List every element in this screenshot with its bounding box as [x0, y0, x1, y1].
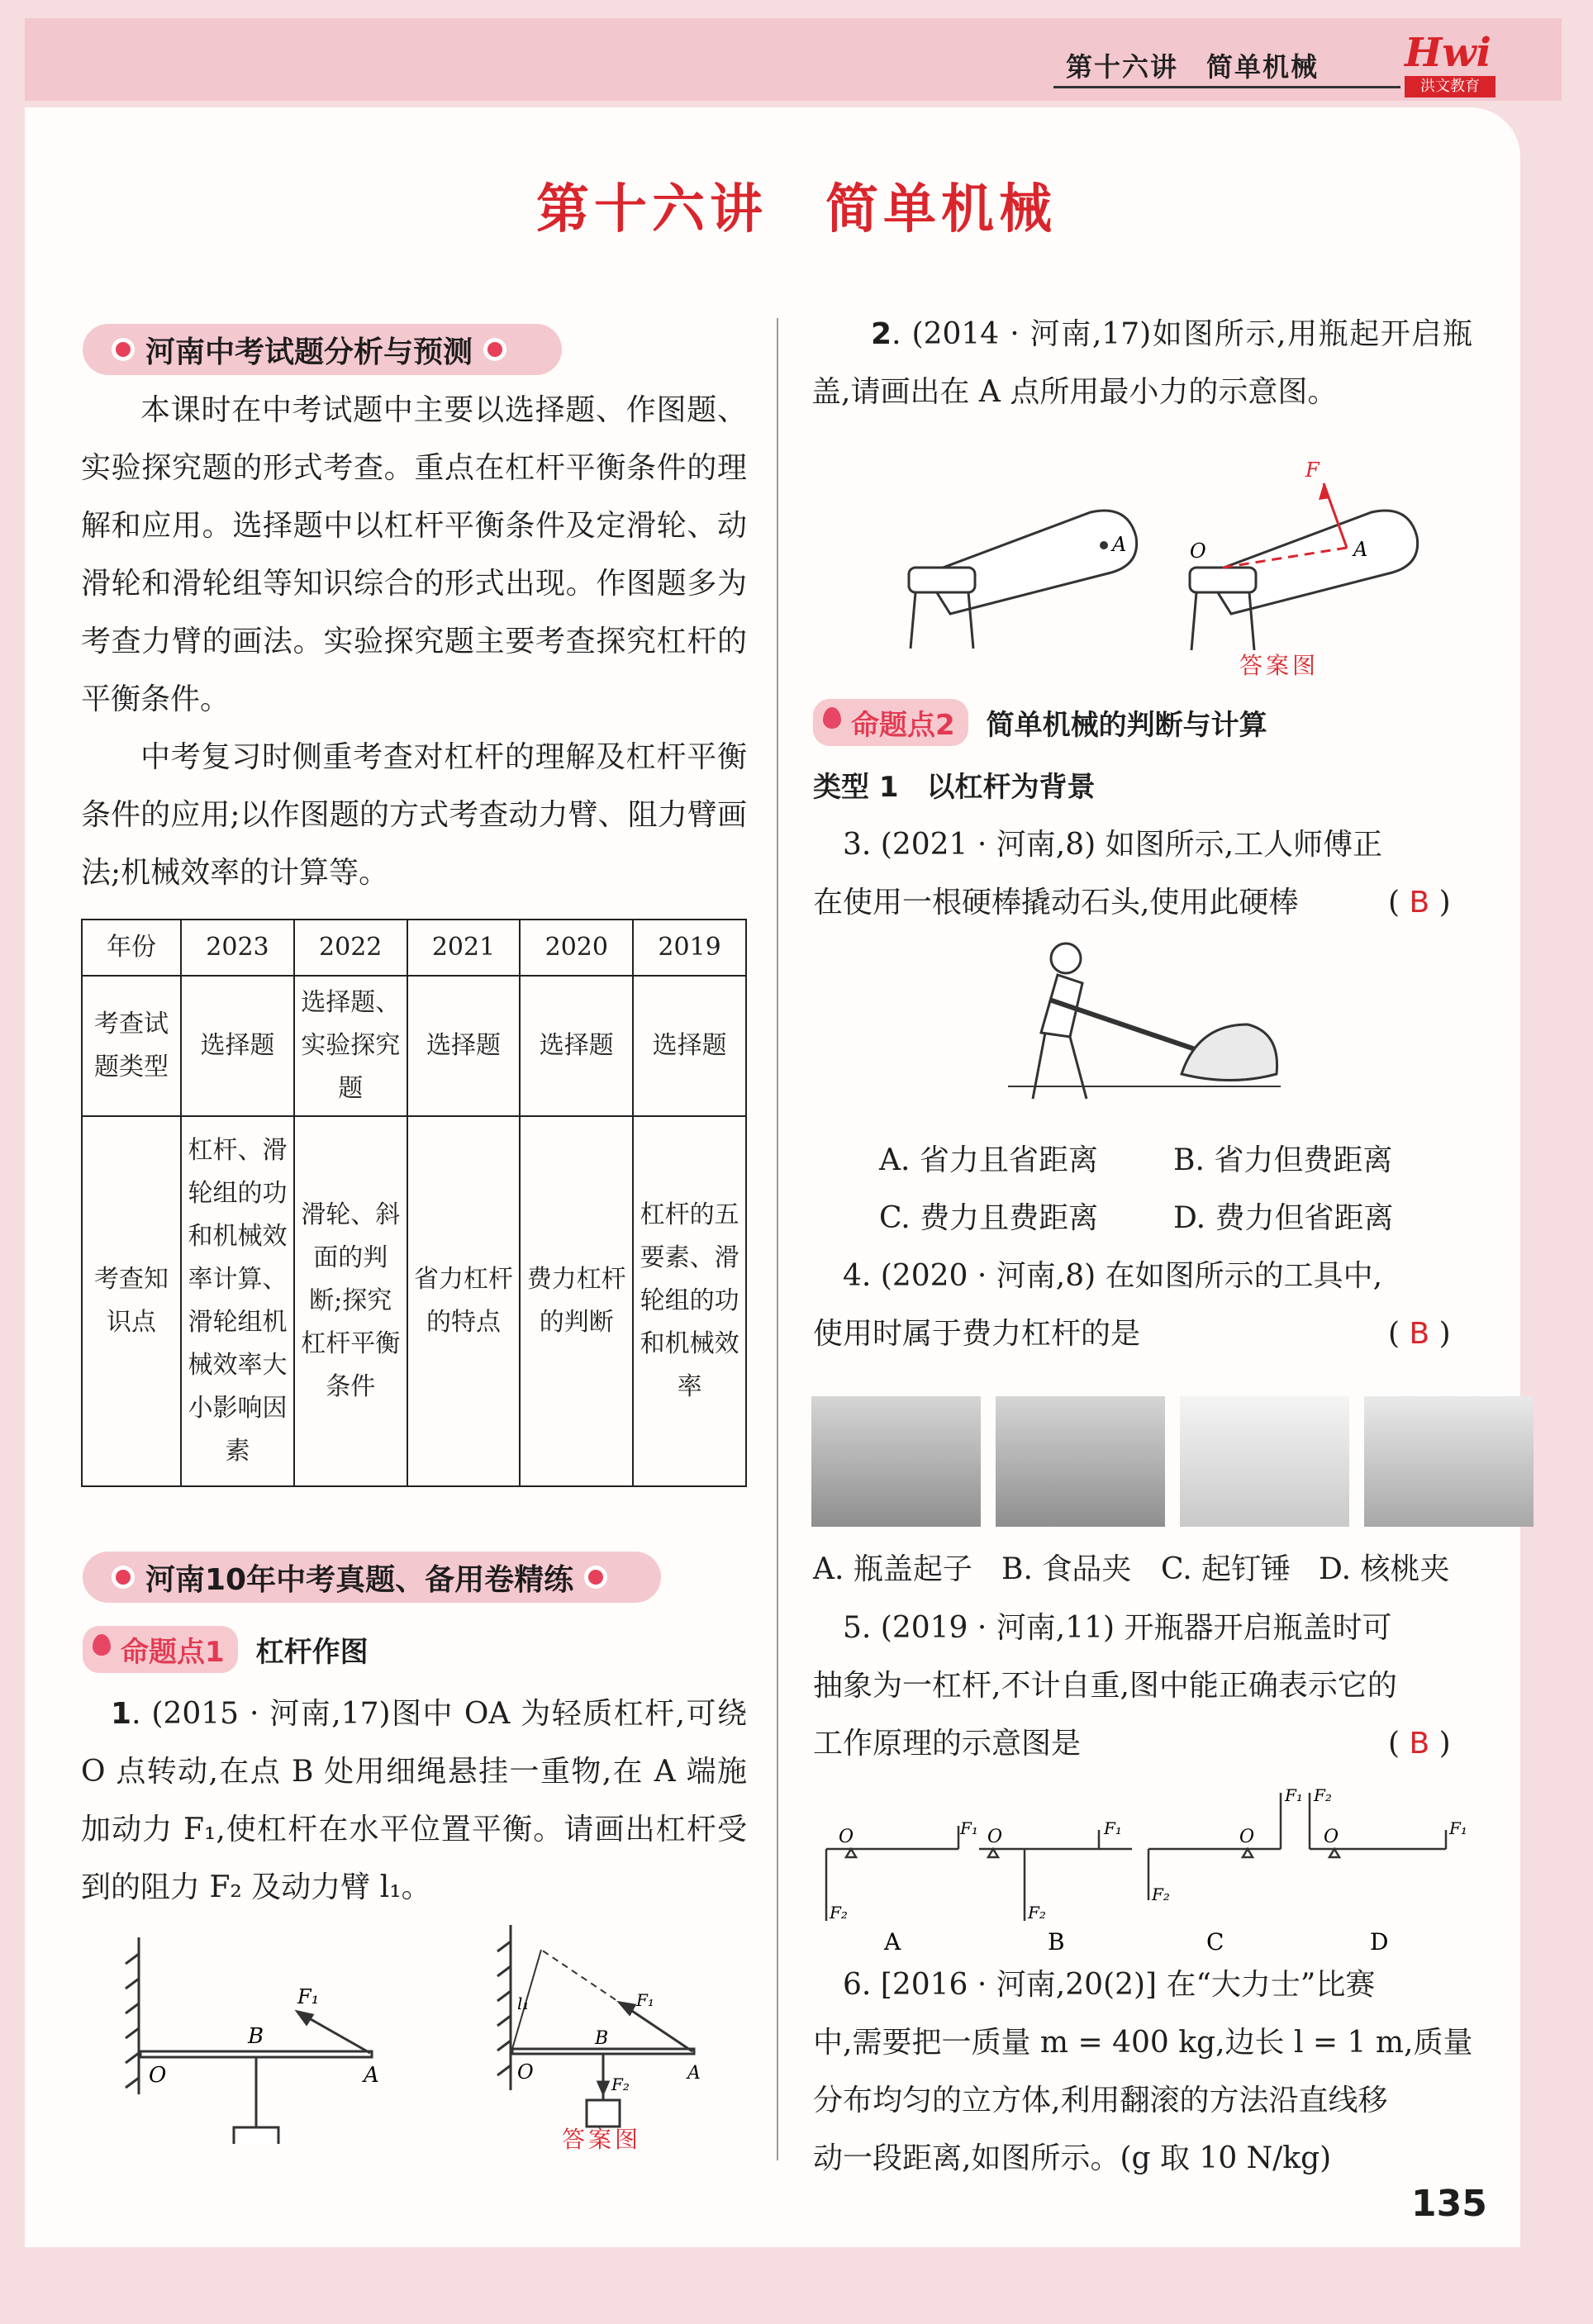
photo-nutcracker	[1364, 1396, 1534, 1527]
diagram-label-b: B	[1048, 1928, 1065, 1956]
label-a: A	[1112, 533, 1127, 556]
table-header-cell: 2020	[520, 920, 633, 976]
lever-bar	[140, 2051, 372, 2057]
table-row	[82, 976, 746, 1116]
label-f1: F₁	[636, 1990, 654, 2010]
brand-name: 洪文教育	[1405, 76, 1496, 97]
q4-option-d: D. 核桃夹	[1319, 1552, 1450, 1586]
topic-title: 杠杆作图	[255, 1636, 369, 1669]
bullet-dot	[116, 342, 131, 357]
table-row	[82, 920, 746, 976]
q3-line-2: 在使用一根硬棒撬动石头,使用此硬棒	[813, 886, 1299, 920]
bullet-dot	[487, 342, 502, 357]
label-f1: F₁	[960, 1818, 978, 1838]
label-f2: F₂	[611, 2074, 630, 2094]
q5-answer: ( B )	[1388, 1727, 1451, 1761]
analysis-paragraph-1: 本课时在中考试题中主要以选择题、作图题、实验探究题的形式考查。重点在杠杆平衡条件的理解和应用。选择题中以杠杆平衡条件及定滑轮、动滑轮和滑轮组等知识综合的形式出现。作图题多为考查力臂的画法。实验探究题主要考查探究杠杆的平衡条件。	[81, 393, 747, 716]
bullet-dot	[588, 1570, 603, 1585]
topic-title: 简单机械的判断与计算	[986, 709, 1267, 742]
page-number: 135	[1411, 2183, 1487, 2225]
answer-letter: B	[1409, 1727, 1430, 1761]
q3-line-1: 3. (2021 · 河南,8) 如图所示,工人师傅正	[843, 828, 1383, 862]
q3-answer: ( B )	[1388, 886, 1451, 920]
label-o: O	[839, 1827, 854, 1847]
table-cell: 选择题	[407, 976, 521, 1116]
label-b: B	[595, 2028, 609, 2049]
q4-line-2: 使用时属于费力杠杆的是	[813, 1317, 1141, 1351]
brand-logo: Hwi	[1405, 30, 1491, 76]
table-header-cell: 2021	[407, 920, 521, 976]
q5-lever-diagrams	[818, 1785, 1479, 1966]
label-f1: F₁	[1449, 1818, 1467, 1838]
question-text: 如图所示,用瓶起开启瓶盖,请画出在 A 点所用最小力的示意图。	[811, 317, 1472, 409]
question-source: . (2015 · 河南,17)	[131, 1697, 391, 1731]
q4-option-a: A. 瓶盖起子	[813, 1552, 972, 1586]
bullet-dot	[116, 1570, 131, 1585]
photo-claw-hammer	[1180, 1396, 1349, 1527]
table-cell: 考查知识点	[82, 1116, 181, 1486]
label-o: O	[987, 1827, 1003, 1847]
table-header-cell: 2022	[294, 920, 407, 976]
table-cell: 杠杆的五要素、滑轮组的功和机械效率	[633, 1116, 746, 1486]
label-f2: F₂	[830, 1903, 848, 1922]
diagram-label-a: A	[884, 1928, 901, 1956]
question-number: 2	[871, 317, 892, 351]
topic-badge: 命题点1	[83, 1626, 238, 1673]
table-cell: 费力杠杆的判断	[520, 1116, 633, 1486]
topic-badge: 命题点2	[813, 699, 968, 746]
header-rule	[1053, 86, 1400, 88]
opener-handle	[925, 511, 1137, 614]
column-divider	[777, 318, 778, 2160]
q6-line-1: 6. [2016 · 河南,20(2)] 在“大力士”比赛	[843, 1968, 1376, 2002]
q1-lever-figure	[124, 1929, 397, 2144]
table-cell: 选择题	[181, 976, 294, 1116]
label-a: A	[364, 2063, 379, 2088]
q4-option-c: C. 起钉锤	[1161, 1552, 1291, 1586]
q3-option-d: D. 费力但省距离	[1173, 1201, 1394, 1235]
question-text: 图中 OA 为轻质杠杆,可绕 O 点转动,在点 B 处用细绳悬挂一重物,在 A 端施加动力 F₁,使杠杆在水平位置平衡。请画出杠杆受到的阻力 F₂ 及动力臂 l₁。	[81, 1697, 748, 1904]
section-label-text: 河南中考试题分析与预测	[145, 335, 473, 369]
type-1-heading: 类型 1 以杠杆为背景	[813, 771, 1096, 804]
q6-line-4: 动一段距离,如图所示。(g 取 10 N/kg)	[813, 2141, 1332, 2175]
topic-2-heading	[813, 699, 1267, 746]
q2-answer-figure	[1173, 434, 1454, 657]
hanging-weight	[234, 2127, 278, 2144]
label-f1: F₁	[1285, 1785, 1303, 1805]
section-label-text: 河南10年中考真题、备用卷精练	[145, 1562, 574, 1597]
photo-bottle-opener	[811, 1396, 981, 1527]
q4-option-b: B. 食品夹	[1001, 1552, 1132, 1586]
answer-letter: B	[1409, 1317, 1430, 1351]
question-2	[811, 306, 1472, 421]
label-o: O	[1324, 1827, 1339, 1847]
rock	[1182, 1024, 1277, 1081]
q5-line-2: 抽象为一杠杆,不计自重,图中能正确表示它的	[813, 1669, 1397, 1703]
diagram-label-c: C	[1206, 1928, 1224, 1956]
question-number: 1	[111, 1697, 132, 1731]
q1-answer-figure	[496, 1917, 711, 2132]
q3-worker-figure	[1008, 934, 1281, 1124]
exam-topic-table	[81, 919, 747, 1487]
table-cell: 选择题、实验探究题	[294, 976, 407, 1116]
photo-food-tongs	[996, 1396, 1165, 1527]
page-title: 第十六讲 简单机械	[536, 178, 1057, 240]
table-cell: 考查试题类型	[82, 976, 181, 1116]
section-label-analysis	[83, 324, 562, 375]
q4-line-1: 4. (2020 · 河南,8) 在如图所示的工具中,	[843, 1259, 1383, 1293]
table-header-cell: 2023	[181, 920, 294, 976]
q4-answer: ( B )	[1388, 1317, 1451, 1351]
q5-line-1: 5. (2019 · 河南,11) 开瓶器开启瓶盖时可	[843, 1611, 1392, 1645]
q2-bottle-opener-figure	[892, 475, 1173, 657]
label-f1: F₁	[1104, 1818, 1122, 1838]
table-cell: 选择题	[633, 976, 746, 1116]
q6-line-2: 中,需要把一质量 m = 400 kg,边长 l = 1 m,质量	[813, 2026, 1473, 2060]
q5-line-3: 工作原理的示意图是	[813, 1727, 1082, 1761]
question-source: . (2014 · 河南,17)	[892, 317, 1152, 351]
table-header-cell: 年份	[82, 920, 181, 976]
label-f2: F₂	[1314, 1785, 1332, 1805]
q2-answer-caption: 答案图	[1239, 652, 1320, 679]
label-o: O	[149, 2063, 167, 2088]
running-title: 第十六讲 简单机械	[1066, 51, 1320, 83]
label-f2: F₂	[1028, 1903, 1046, 1922]
label-a: A	[1353, 538, 1368, 561]
label-o: O	[517, 2060, 534, 2084]
label-a: A	[687, 2063, 701, 2084]
label-l1: l₁	[517, 1994, 530, 2013]
label-f2: F₂	[1152, 1884, 1170, 1904]
analysis-paragraph-2: 中考复习时侧重考查对杠杆的理解及杠杆平衡条件的应用;以作图题的方式考查动力臂、阻力臂画法;机械效率的计算等。	[81, 740, 747, 890]
label-b: B	[248, 2024, 264, 2049]
label-f1: F₁	[297, 1985, 320, 2008]
q1-answer-caption: 答案图	[562, 2126, 642, 2153]
table-cell: 选择题	[520, 976, 633, 1116]
header-strip	[25, 18, 1562, 101]
table-cell: 滑轮、斜面的判断;探究杠杆平衡条件	[294, 1116, 407, 1486]
q3-option-c: C. 费力且费距离	[879, 1201, 1099, 1235]
label-o: O	[1190, 539, 1206, 563]
table-row	[82, 1116, 746, 1486]
table-cell: 杠杆、滑轮组的功和机械效率计算、滑轮组机械效率大小影响因素	[181, 1116, 294, 1486]
diagram-label-d: D	[1370, 1928, 1389, 1956]
answer-letter: B	[1409, 886, 1430, 920]
topic-1-heading	[83, 1626, 369, 1673]
q3-option-a: A. 省力且省距离	[879, 1143, 1098, 1177]
table-header-cell: 2019	[633, 920, 746, 976]
section-label-practice	[83, 1552, 661, 1603]
label-f: F	[1305, 459, 1320, 482]
question-1	[81, 1685, 747, 1917]
q6-line-3: 分布均匀的立方体,利用翻滚的方法沿直线移	[813, 2084, 1388, 2117]
label-o: O	[1239, 1827, 1255, 1847]
q3-option-b: B. 省力但费距离	[1173, 1143, 1393, 1177]
worker-head	[1051, 943, 1081, 973]
table-cell: 省力杠杆的特点	[407, 1116, 521, 1486]
